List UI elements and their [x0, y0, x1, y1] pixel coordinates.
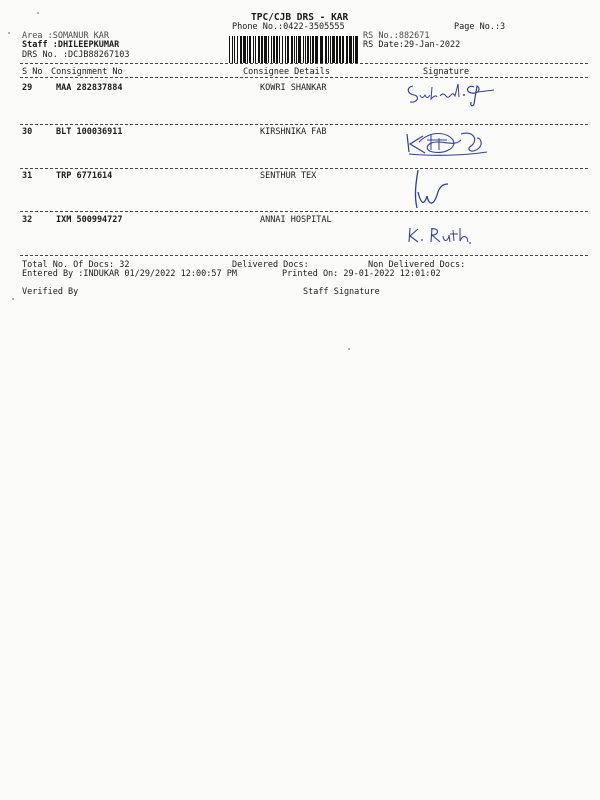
rs-date: RS Date:29-Jan-2022: [363, 40, 461, 50]
rs-number: RS No.:882671: [363, 31, 430, 41]
barcode-bar: [247, 36, 248, 63]
barcode-bar: [315, 36, 318, 63]
barcode-bar: [328, 36, 329, 63]
barcode-bar: [349, 36, 352, 63]
barcode-bar: [285, 36, 286, 63]
scan-speck: [12, 298, 14, 300]
row-sno: 31: [22, 171, 33, 181]
non-delivered-docs: Non Delivered Docs:: [368, 260, 466, 270]
barcode-bar: [325, 36, 327, 63]
barcode-bar: [279, 36, 280, 63]
barcode-bar: [330, 36, 331, 63]
barcode-bar: [255, 36, 256, 63]
scan-speck: [37, 12, 39, 14]
column-header-signature: Signature: [423, 67, 470, 77]
barcode-bar: [291, 36, 293, 63]
barcode-bar: [234, 36, 235, 63]
barcode-bar: [240, 36, 242, 63]
signature-subash: [404, 78, 500, 108]
barcode-bar: [294, 36, 295, 63]
verified-by: Verified By: [22, 287, 79, 297]
barcode-bar: [307, 36, 309, 63]
row-consignment: MAA 282837884: [56, 83, 123, 93]
staff-signature-label: Staff Signature: [303, 287, 380, 297]
row-sno: 32: [22, 215, 33, 225]
barcode-bar: [264, 36, 267, 63]
barcode-bar: [282, 36, 283, 63]
barcode-bar: [276, 36, 278, 63]
total-docs: Total No. Of Docs: 32: [22, 260, 130, 270]
barcode-bar: [339, 36, 341, 63]
row-consignment: BLT 100036911: [56, 127, 123, 137]
barcode-bar: [312, 36, 314, 63]
column-header-sno: S No: [22, 67, 43, 77]
row-consignee: KOWRI SHANKAR: [260, 83, 327, 93]
scan-speck: [348, 348, 350, 350]
barcode-bar: [346, 36, 348, 63]
header-top-rule: [20, 63, 588, 64]
row-separator: [20, 168, 588, 169]
barcode-bar: [249, 36, 251, 63]
row-separator: [20, 124, 588, 125]
barcode-bar: [271, 36, 272, 63]
barcode-bar: [320, 36, 323, 63]
page-number: Page No.:3: [454, 22, 506, 32]
barcode-bar: [303, 36, 304, 63]
row-consignee: ANNAI HOSPITAL: [260, 215, 332, 225]
row-consignment: IXM 500994727: [56, 215, 123, 225]
drs-number: DRS No. :DCJB88267103: [22, 50, 130, 60]
printed-on: Printed On: 29-01-2022 12:01:02: [282, 269, 441, 279]
row-consignee: KIRSHNIKA FAB: [260, 127, 327, 137]
row-consignment: TRP 6771614: [56, 171, 113, 181]
signature-senthur: [408, 166, 462, 212]
barcode-bar: [355, 36, 358, 63]
barcode-bar: [287, 36, 289, 63]
row-sno: 30: [22, 127, 33, 137]
barcode-bar: [243, 36, 246, 63]
column-header-consignee: Consignee Details: [243, 67, 330, 77]
signature-k-ruth: [404, 224, 474, 246]
barcode-bar: [261, 36, 263, 63]
document-title: TPC/CJB DRS - KAR: [251, 12, 349, 23]
barcode-bar: [298, 36, 301, 63]
staff-label: Staff :DHILEEPKUMAR: [22, 40, 120, 50]
signature-kirshnika: [401, 126, 491, 158]
column-header-consignment: Consignment No: [51, 67, 123, 77]
scan-speck: [8, 32, 10, 34]
phone-number: Phone No.:0422-3505555: [232, 22, 345, 32]
barcode-bar: [310, 36, 311, 63]
barcode-bar: [305, 36, 306, 63]
barcode-bar: [237, 36, 238, 63]
table-bottom-rule: [20, 255, 588, 256]
barcode-bar: [273, 36, 275, 63]
area-label: Area :SOMANUR KAR: [22, 31, 109, 41]
barcode-bar: [353, 36, 354, 63]
barcode-bar: [296, 36, 297, 63]
barcode-bar: [232, 36, 233, 63]
barcode-bar: [342, 36, 344, 63]
barcode-bar: [258, 36, 260, 63]
row-consignee: SENTHUR TEX: [260, 171, 317, 181]
row-sno: 29: [22, 83, 33, 93]
barcode-bar: [332, 36, 335, 63]
barcode-bar: [253, 36, 254, 63]
header-bottom-rule: [20, 77, 588, 78]
delivered-docs: Delivered Docs:: [232, 260, 309, 270]
entered-by: Entered By :INDUKAR 01/29/2022 12:00:57 PM: [22, 269, 237, 279]
barcode-bar: [229, 36, 230, 63]
barcode-bar: [336, 36, 338, 63]
barcode: [229, 36, 359, 63]
barcode-bar: [268, 36, 269, 63]
row-separator: [20, 211, 588, 212]
